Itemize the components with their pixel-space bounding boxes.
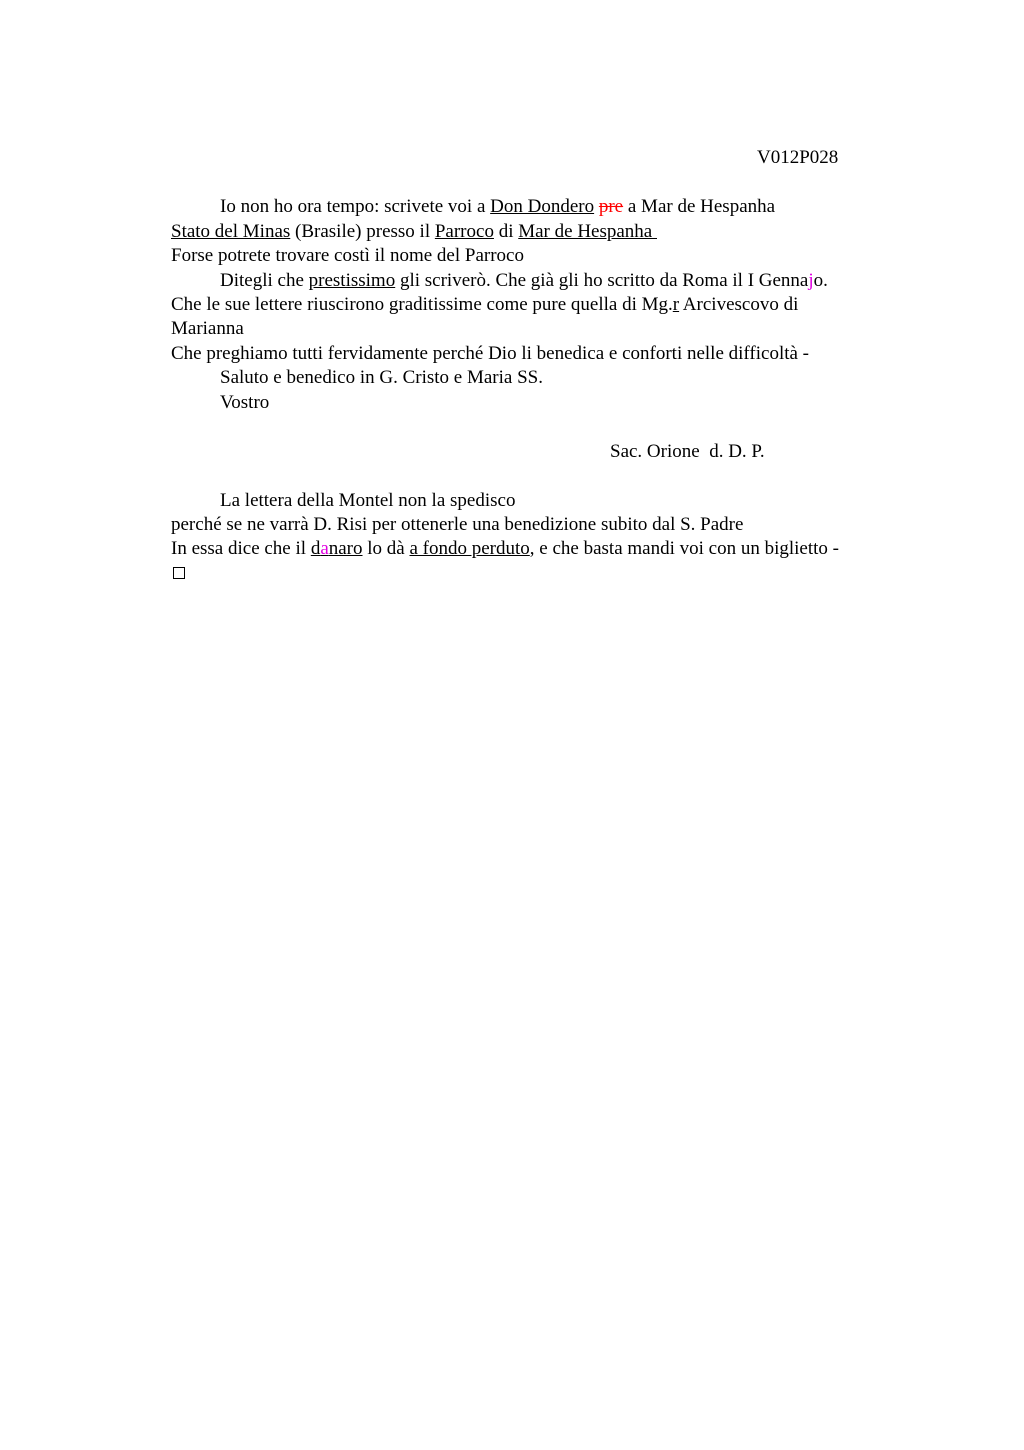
underlined-letter: r (672, 294, 680, 315)
underlined-name: Don Dondero (490, 196, 595, 217)
text-line-7: Che preghiamo tutti fervidamente perché Dio li benedica e conforti nelle difficoltà - (171, 343, 810, 364)
text-run: , e che basta mandi voi con un biglietto - (529, 538, 839, 559)
text-line-3: Forse potrete trovare costì il nome del Parroco (171, 245, 524, 266)
text-line-2 (171, 220, 657, 244)
checkbox-square-icon (173, 567, 185, 579)
text-line-8: Saluto e benedico in G. Cristo e Maria SS. (220, 367, 543, 388)
text-line-10: La lettera della Montel non la spedisco (220, 490, 516, 511)
text-line-11: perché se ne varrà D. Risi per ottenerle una benedizione subito dal S. Padre (171, 514, 744, 535)
text-line-12 (171, 537, 839, 561)
text-line-9: Vostro (220, 392, 270, 413)
text-run: Che le sue lettere riuscirono graditissime come pure quella di Mg. (171, 294, 673, 315)
inserted-letter: a (320, 538, 329, 559)
text-line-6: Marianna (171, 318, 244, 339)
text-run: Arcivescovo di (679, 294, 799, 315)
text-run: a Mar de Hespanha (623, 196, 776, 217)
text-line-4 (220, 269, 828, 293)
text-line-1 (220, 195, 775, 219)
text-run: naro (328, 538, 363, 559)
text-run: Io non ho ora tempo: scrivete voi a (220, 196, 491, 217)
text-run: (Brasile) presso il (290, 221, 435, 242)
text-run: lo dà (362, 538, 410, 559)
text-run: di (493, 221, 519, 242)
underlined-place: Mar de Hespanha (518, 221, 657, 242)
signature: Sac. Orione d. D. P. (610, 441, 765, 462)
inserted-letter: j (808, 270, 814, 291)
text-run: In essa dice che il (171, 538, 311, 559)
document-id: V012P028 (757, 147, 839, 168)
text-line-5 (171, 293, 798, 317)
text-run: o. (813, 270, 828, 291)
underlined-word: prestissimo (308, 270, 396, 291)
underlined-place: Stato del Minas (171, 221, 291, 242)
text-run: d (310, 538, 321, 559)
text-run: gli scriverò. Che già gli ho scritto da Roma il I Genna (395, 270, 809, 291)
underlined-phrase: a fondo perduto (409, 538, 530, 559)
text-run: Ditegli che (220, 270, 309, 291)
underlined-word: Parroco (434, 221, 494, 242)
deleted-text: pre (598, 196, 624, 217)
underlined-word (311, 538, 363, 559)
